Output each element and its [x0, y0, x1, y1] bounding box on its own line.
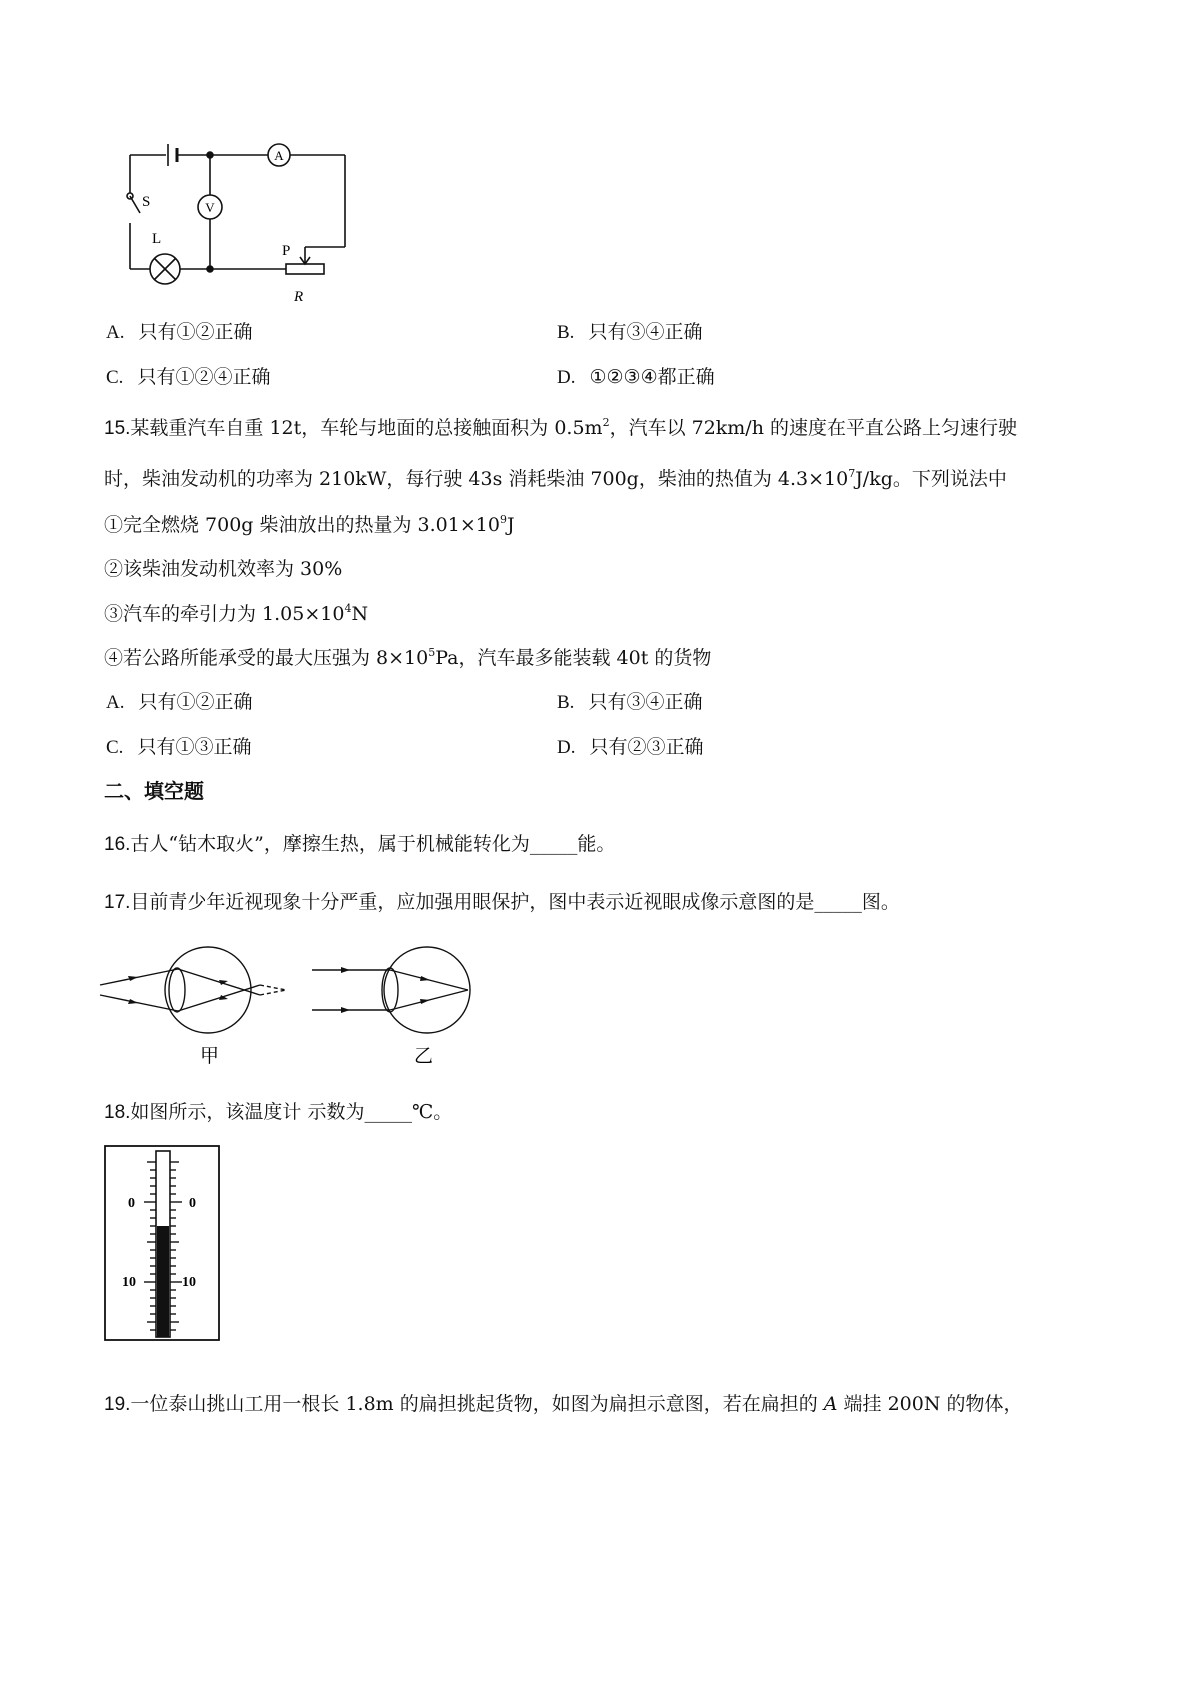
scale-label-zero-right: 0	[189, 1196, 196, 1211]
voltmeter-label: V	[205, 200, 215, 215]
q15-option-b[interactable]	[557, 690, 702, 715]
q15-option-c[interactable]	[106, 735, 251, 760]
question-number: 15.	[104, 418, 131, 439]
statement-text: ①完全燃烧 700g 柴油放出的热量为 3.01×10	[104, 514, 500, 536]
q15-text: ，汽车以 72km/h 的速度在平直公路上匀速行驶	[609, 417, 1017, 439]
statement-text: ④若公路所能承受的最大压强为 8×10	[104, 647, 429, 669]
q19-point-label: A	[823, 1393, 838, 1415]
option-text: 只有①②正确	[138, 691, 253, 713]
q18-line	[104, 1100, 452, 1125]
lamp-label: L	[152, 231, 162, 247]
superscript: 4	[344, 602, 352, 615]
option-text: ①②③④都正确	[589, 366, 715, 388]
thermometer-liquid	[157, 1226, 169, 1337]
superscript: 9	[499, 513, 507, 526]
question-number: 18.	[104, 1102, 131, 1123]
question-number: 17.	[104, 892, 131, 913]
q15-statement-1	[104, 513, 515, 537]
superscript: 7	[848, 467, 856, 480]
q15-text: 某载重汽车自重 12t，车轮与地面的总接触面积为 0.5m	[130, 417, 603, 439]
q14-option-a[interactable]	[106, 320, 253, 345]
fig-label-left: 甲	[200, 1046, 220, 1067]
option-text: 只有②③正确	[589, 736, 704, 758]
q17-text: 目前青少年近视现象十分严重，应加强用眼保护，图中表示近视眼成像示意图的是_____图。	[130, 891, 900, 913]
statement-text: N	[351, 603, 369, 625]
q15-option-a[interactable]	[106, 690, 253, 715]
q19-line	[104, 1392, 1023, 1417]
superscript: 2	[602, 416, 610, 429]
q14-option-c[interactable]	[106, 365, 270, 390]
option-label: D.	[557, 367, 576, 388]
option-label: A.	[106, 322, 125, 343]
scale-label-zero-left: 0	[128, 1196, 135, 1211]
q15-statement-2	[104, 557, 342, 581]
option-text: 只有①③正确	[137, 736, 252, 758]
statement-text: Pa，汽车最多能装载 40t 的货物	[435, 647, 712, 669]
option-text: 只有③④正确	[588, 321, 703, 343]
q16-line	[104, 832, 615, 857]
ammeter-label: A	[274, 148, 284, 163]
option-label: B.	[557, 322, 575, 343]
option-label: A.	[106, 692, 125, 713]
q15-text: 时，柴油发动机的功率为 210kW，每行驶 43s 消耗柴油 700g，柴油的热值为 4.3×10	[104, 468, 849, 490]
q15-statement-4	[104, 646, 711, 670]
question-number: 19.	[104, 1394, 131, 1415]
q15-line-2	[104, 467, 1007, 491]
option-label: C.	[106, 367, 124, 388]
q17-line	[104, 890, 900, 915]
q15-option-d[interactable]	[557, 735, 704, 760]
q14-option-d[interactable]	[557, 365, 715, 390]
statement-text: J	[506, 514, 515, 536]
option-label: B.	[557, 692, 575, 713]
switch-label: S	[142, 194, 151, 210]
thermometer	[104, 1145, 222, 1343]
question-number: 16.	[104, 834, 131, 855]
superscript: 5	[428, 646, 436, 659]
q19-text: 一位泰山挑山工用一根长 1.8m 的扁担挑起货物，如图为扁担示意图，若在扁担的	[130, 1393, 824, 1415]
fig-label-right: 乙	[414, 1046, 434, 1067]
option-text: 只有①②④正确	[137, 366, 271, 388]
q16-text: 古人“钻木取火”，摩擦生热，属于机械能转化为_____能。	[130, 833, 616, 855]
circuit-diagram	[120, 135, 360, 315]
slider-label: P	[282, 243, 291, 259]
option-label: D.	[557, 737, 576, 758]
q15-text: J/kg。下列说法中	[855, 468, 1007, 490]
eye-diagram	[100, 945, 480, 1070]
rheostat-label: R	[294, 289, 304, 305]
q19-text: 端挂 200N 的物体，	[837, 1393, 1023, 1415]
option-label: C.	[106, 737, 124, 758]
scale-label-ten-right: 10	[182, 1275, 196, 1290]
q15-statement-3	[104, 602, 368, 626]
scale-label-ten-left: 10	[122, 1275, 136, 1290]
option-text: 只有①②正确	[138, 321, 253, 343]
statement-text: ②该柴油发动机效率为 30%	[104, 558, 343, 580]
q15-line-1	[104, 416, 1017, 441]
statement-text: ③汽车的牵引力为 1.05×10	[104, 603, 345, 625]
q14-option-b[interactable]	[557, 320, 702, 345]
section-title: 二、填空题	[104, 779, 204, 803]
option-text: 只有③④正确	[588, 691, 703, 713]
q18-text: 如图所示，该温度计 示数为_____℃。	[130, 1101, 453, 1123]
